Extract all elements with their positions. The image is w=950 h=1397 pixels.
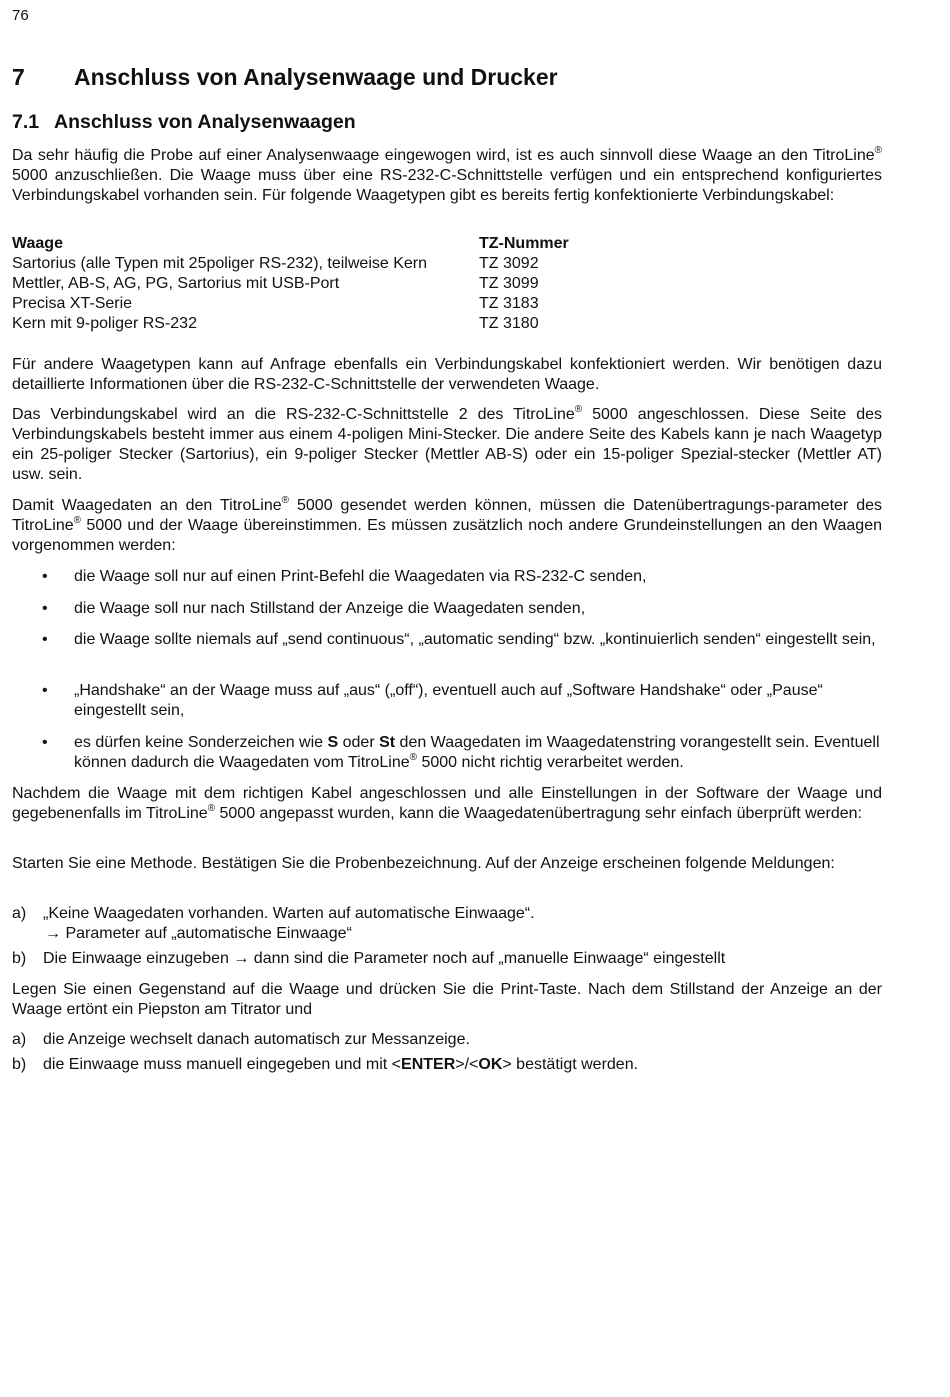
bullet-text: die Waage soll nur nach Stillstand der Anzeige die Waagedaten senden, <box>74 600 586 617</box>
chapter-heading <box>12 64 558 91</box>
bullet-icon: • <box>42 631 48 648</box>
other-scales-paragraph: Für andere Waagetypen kann auf Anfrage ebenfalls ein Verbindungskabel konfektioniert werden. Wir benötigen dazu detaillierte Informationen über die RS-232-C-Schnittstelle der verwendeten Waage. <box>12 356 882 393</box>
page-number: 76 <box>12 7 29 24</box>
registered-mark: ® <box>874 145 882 156</box>
registered-mark: ® <box>281 495 290 506</box>
table-row <box>12 254 569 274</box>
table-header-waage: Waage <box>12 235 63 252</box>
after-text-a: Nachdem die Waage mit dem richtigen Kabel angeschlossen und alle Einstellungen in der Software der Waage und gegebenenfalls im TitroLine <box>12 785 882 822</box>
section-title: Anschluss von Analysenwaagen <box>54 111 356 133</box>
bullet-icon: • <box>42 682 48 699</box>
bullet-text: „Handshake“ an der Waage muss auf „aus“ („off“), eventuell auch auf „Software Handshake“ oder „Pause“ eingestellt sein, <box>74 682 823 719</box>
table-cell: TZ 3180 <box>479 315 539 332</box>
bullet-text: die Waage sollte niemals auf „send continuous“, „automatic sending“ bzw. „kontinuierlich senden“ eingestellt sein, <box>74 631 876 648</box>
intro-text-b: 5000 anzuschließen. Die Waage muss über eine RS-232-C-Schnittstelle verfügen und ein entsprechend konfiguriertes Verbindungskabel vorhanden sein. Für folgende Waagetypen gibt es bereits fertig konfektionierte Verbindungskabel: <box>12 167 882 204</box>
table-cell: TZ 3099 <box>479 275 539 292</box>
cable-text-a: Das Verbindungskabel wird an die RS-232-C-Schnittstelle 2 des TitroLine <box>12 406 575 423</box>
after-paragraph <box>12 784 882 824</box>
cable-text-b: 5000 angeschlossen. Diese Seite des Verbindungskabels besteht immer aus einem 4-poligen Mini-Stecker. Die andere Seite des Kabels kann je nach Waagetyp ein 25-poliger Stecker (Sartorius), ein 9-poliger Stecker (Mettler AB-S) oder ein 15-poliger Spezial-stecker (Mettler AT) usw. sein. <box>12 406 883 483</box>
chapter-number: 7 <box>12 64 25 90</box>
list-key: b) <box>12 950 27 967</box>
registered-mark: ® <box>409 752 417 763</box>
list-text: die Anzeige wechselt danach automatisch zur Messanzeige. <box>43 1031 470 1048</box>
table-header-row <box>12 234 569 254</box>
registered-mark: ® <box>207 803 216 814</box>
table-row <box>12 294 569 314</box>
table-cell: TZ 3183 <box>479 295 539 312</box>
list-text: Die Einwaage einzugeben → dann sind die Parameter noch auf „manuelle Einwaage“ eingestellt <box>43 950 726 967</box>
object-paragraph: Legen Sie einen Gegenstand auf die Waage und drücken Sie die Print-Taste. Nach dem Stillstand der Anzeige an der Waage ertönt ein Piepston am Titrator und <box>12 981 882 1018</box>
start-paragraph: Starten Sie eine Methode. Bestätigen Sie die Probenbezeichnung. Auf der Anzeige erscheinen folgende Meldungen: <box>12 855 835 872</box>
bullet-icon: • <box>42 568 48 585</box>
list-text: die Einwaage muss manuell eingegeben und mit <ENTER>/<OK> bestätigt werden. <box>43 1056 639 1073</box>
list-key: a) <box>12 905 27 922</box>
table-row <box>12 314 569 334</box>
table-cell: Kern mit 9-poliger RS-232 <box>12 315 197 332</box>
section-heading <box>12 111 356 134</box>
params-text-c: 5000 und der Waage übereinstimmen. Es müssen zusätzlich noch andere Grundeinstellungen an den Waagen vorgenommen werden: <box>12 517 882 554</box>
table-header-tz: TZ-Nummer <box>479 235 569 252</box>
scale-cable-table <box>12 234 569 334</box>
params-text-a: Damit Waagedaten an den TitroLine <box>12 497 282 514</box>
registered-mark: ® <box>574 404 583 415</box>
list-key: a) <box>12 1031 27 1048</box>
table-cell: Mettler, AB-S, AG, PG, Sartorius mit USB-Port <box>12 275 340 292</box>
chapter-title: Anschluss von Analysenwaage und Drucker <box>74 64 558 90</box>
list-text: „Keine Waagedaten vorhanden. Warten auf automatische Einwaage“. → Parameter auf „automatische Einwaage“ <box>43 905 535 942</box>
params-paragraph <box>12 496 882 556</box>
bullet-text: es dürfen keine Sonderzeichen wie S oder St den Waagedaten im Waagedatenstring vorangestellt sein. Eventuell können dadurch die Waagedaten vom TitroLine® 5000 nicht richtig verarbeitet werden. <box>74 734 880 771</box>
registered-mark: ® <box>73 515 82 526</box>
bullet-icon: • <box>42 734 48 751</box>
table-cell: Sartorius (alle Typen mit 25poliger RS-232), teilweise Kern <box>12 255 428 272</box>
after-text-b: 5000 angepasst wurden, kann die Waagedatenübertragung sehr einfach überprüft werden: <box>215 805 863 822</box>
bullet-icon: • <box>42 600 48 617</box>
section-number: 7.1 <box>12 111 40 133</box>
table-cell: Precisa XT-Serie <box>12 295 133 312</box>
intro-paragraph <box>12 146 882 206</box>
params-text-b: 5000 gesendet werden können, müssen die Datenübertragungs-parameter des TitroLine <box>12 497 883 534</box>
cable-paragraph <box>12 405 882 485</box>
table-cell: TZ 3092 <box>479 255 539 272</box>
list-key: b) <box>12 1056 27 1073</box>
intro-text-a: Da sehr häufig die Probe auf einer Analysenwaage eingewogen wird, ist es auch sinnvoll diese Waage an den TitroLine <box>12 147 875 164</box>
bullet-text: die Waage soll nur auf einen Print-Befehl die Waagedaten via RS-232-C senden, <box>74 568 647 585</box>
table-row <box>12 274 569 294</box>
